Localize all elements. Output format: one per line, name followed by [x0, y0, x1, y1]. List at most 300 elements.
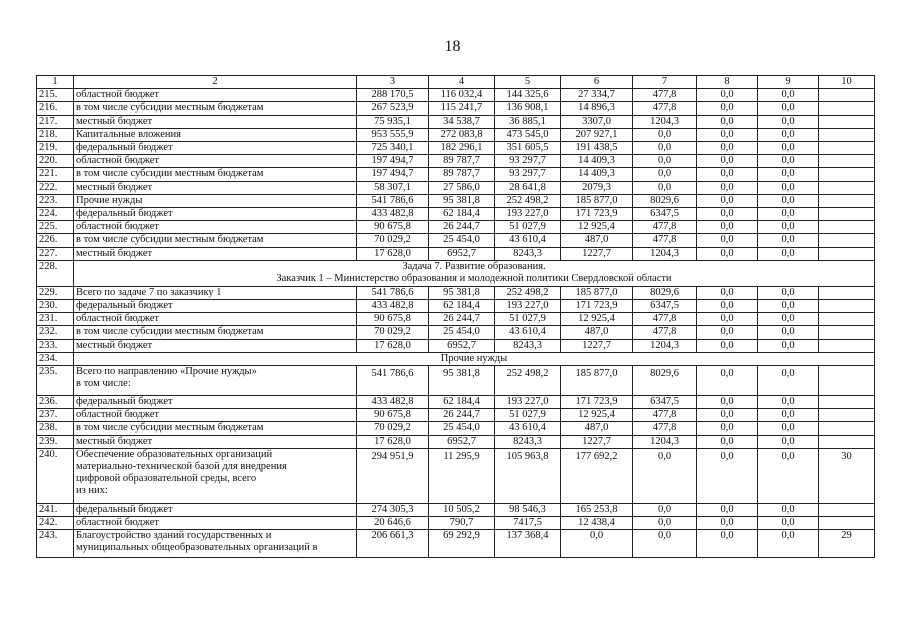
value-cell-col7: 0,0	[633, 168, 697, 181]
row-label-line: Обеспечение образовательных организаций	[76, 448, 273, 460]
row-number: 226.	[37, 234, 74, 247]
budget-table	[36, 75, 875, 558]
value-cell-col10	[819, 396, 875, 409]
value-cell-col7: 1204,3	[633, 435, 697, 448]
value-cell-col9: 0,0	[758, 208, 819, 221]
value-cell-col6: 27 334,7	[561, 89, 633, 102]
value-cell-col9: 0,0	[758, 102, 819, 115]
table-row	[37, 530, 875, 558]
row-label: федеральный бюджет	[74, 208, 357, 221]
value-cell-col5: 8243,3	[495, 435, 561, 448]
value-cell-col6: 0,0	[561, 530, 633, 558]
value-cell-col4: 116 032,4	[429, 89, 495, 102]
value-cell-col8: 0,0	[697, 326, 758, 339]
row-label: Прочие нужды	[74, 194, 357, 207]
value-cell-col5: 137 368,4	[495, 530, 561, 558]
value-cell-col3: 197 494,7	[357, 155, 429, 168]
value-cell-col4: 6952,7	[429, 339, 495, 352]
value-cell-col7: 0,0	[633, 155, 697, 168]
value-cell-col6: 185 877,0	[561, 194, 633, 207]
row-number: 216.	[37, 102, 74, 115]
table-row	[37, 128, 875, 141]
value-cell-col8: 0,0	[697, 409, 758, 422]
value-cell-col5: 28 641,8	[495, 181, 561, 194]
value-cell-col3: 70 029,2	[357, 422, 429, 435]
value-cell-col6: 1227,7	[561, 339, 633, 352]
value-cell-col9: 0,0	[758, 221, 819, 234]
value-cell-col4: 69 292,9	[429, 530, 495, 558]
row-number: 218.	[37, 128, 74, 141]
value-cell-col4: 95 381,8	[429, 286, 495, 299]
value-cell-col8: 0,0	[697, 339, 758, 352]
table-row	[37, 155, 875, 168]
value-cell-col5: 193 227,0	[495, 300, 561, 313]
value-cell-col8: 0,0	[697, 247, 758, 260]
value-cell-col10	[819, 409, 875, 422]
value-cell-col7: 477,8	[633, 409, 697, 422]
value-cell-col9: 0,0	[758, 366, 819, 396]
value-cell-col7: 477,8	[633, 102, 697, 115]
value-cell-col10: 30	[819, 448, 875, 503]
value-cell-col8: 0,0	[697, 503, 758, 516]
row-number: 243.	[37, 530, 74, 558]
row-number: 238.	[37, 422, 74, 435]
value-cell-col8: 0,0	[697, 155, 758, 168]
value-cell-col7: 8029,6	[633, 194, 697, 207]
value-cell-col4: 6952,7	[429, 247, 495, 260]
row-number: 240.	[37, 448, 74, 503]
value-cell-col6: 185 877,0	[561, 286, 633, 299]
value-cell-col10	[819, 208, 875, 221]
row-label: федеральный бюджет	[74, 142, 357, 155]
row-number: 233.	[37, 339, 74, 352]
value-cell-col4: 26 244,7	[429, 313, 495, 326]
value-cell-col5: 193 227,0	[495, 396, 561, 409]
value-cell-col8: 0,0	[697, 313, 758, 326]
value-cell-col4: 62 184,4	[429, 396, 495, 409]
table-row	[37, 517, 875, 530]
value-cell-col10	[819, 313, 875, 326]
value-cell-col5: 51 027,9	[495, 409, 561, 422]
table-row	[37, 448, 875, 503]
row-number: 221.	[37, 168, 74, 181]
table-header-row	[37, 76, 875, 89]
value-cell-col8: 0,0	[697, 102, 758, 115]
value-cell-col6: 487,0	[561, 326, 633, 339]
value-cell-col3: 70 029,2	[357, 326, 429, 339]
value-cell-col3: 267 523,9	[357, 102, 429, 115]
value-cell-col3: 17 628,0	[357, 339, 429, 352]
row-number: 237.	[37, 409, 74, 422]
value-cell-col8: 0,0	[697, 89, 758, 102]
value-cell-col9: 0,0	[758, 115, 819, 128]
value-cell-col10	[819, 503, 875, 516]
value-cell-col9: 0,0	[758, 396, 819, 409]
value-cell-col5: 51 027,9	[495, 313, 561, 326]
value-cell-col10	[819, 142, 875, 155]
column-header-2: 2	[74, 76, 357, 89]
value-cell-col7: 8029,6	[633, 286, 697, 299]
value-cell-col9: 0,0	[758, 142, 819, 155]
value-cell-col7: 0,0	[633, 181, 697, 194]
table-row	[37, 435, 875, 448]
row-label-line: Благоустройство зданий государственных и	[76, 530, 272, 542]
value-cell-col7: 1204,3	[633, 339, 697, 352]
row-number: 228.	[37, 260, 74, 286]
value-cell-col3: 58 307,1	[357, 181, 429, 194]
value-cell-col7: 1204,3	[633, 115, 697, 128]
row-label: в том числе субсидии местным бюджетам	[74, 102, 357, 115]
value-cell-col4: 11 295,9	[429, 448, 495, 503]
value-cell-col8: 0,0	[697, 142, 758, 155]
value-cell-col8: 0,0	[697, 435, 758, 448]
value-cell-col6: 12 925,4	[561, 409, 633, 422]
row-number: 235.	[37, 366, 74, 396]
row-label: Капитальные вложения	[74, 128, 357, 141]
table-row	[37, 102, 875, 115]
row-label: областной бюджет	[74, 517, 357, 530]
row-number: 242.	[37, 517, 74, 530]
value-cell-col5: 36 885,1	[495, 115, 561, 128]
row-label: федеральный бюджет	[74, 396, 357, 409]
value-cell-col9: 0,0	[758, 448, 819, 503]
value-cell-col7: 0,0	[633, 448, 697, 503]
subsection-title-row	[37, 352, 875, 365]
value-cell-col6: 487,0	[561, 234, 633, 247]
value-cell-col5: 43 610,4	[495, 326, 561, 339]
value-cell-col7: 6347,5	[633, 396, 697, 409]
value-cell-col9: 0,0	[758, 503, 819, 516]
value-cell-col6: 165 253,8	[561, 503, 633, 516]
value-cell-col6: 14 896,3	[561, 102, 633, 115]
value-cell-col8: 0,0	[697, 181, 758, 194]
value-cell-col6: 185 877,0	[561, 366, 633, 396]
value-cell-col10	[819, 339, 875, 352]
table-row	[37, 286, 875, 299]
table-row	[37, 181, 875, 194]
value-cell-col8: 0,0	[697, 208, 758, 221]
value-cell-col8: 0,0	[697, 300, 758, 313]
value-cell-col10	[819, 168, 875, 181]
row-label-line: Всего по направлению «Прочие нужды»	[76, 366, 257, 378]
value-cell-col8: 0,0	[697, 517, 758, 530]
value-cell-col6: 12 438,4	[561, 517, 633, 530]
value-cell-col4: 95 381,8	[429, 194, 495, 207]
value-cell-col4: 6952,7	[429, 435, 495, 448]
value-cell-col4: 25 454,0	[429, 422, 495, 435]
value-cell-col5: 473 545,0	[495, 128, 561, 141]
value-cell-col7: 0,0	[633, 128, 697, 141]
value-cell-col8: 0,0	[697, 194, 758, 207]
value-cell-col4: 25 454,0	[429, 234, 495, 247]
value-cell-col7: 6347,5	[633, 208, 697, 221]
value-cell-col5: 98 546,3	[495, 503, 561, 516]
column-header-8: 8	[697, 76, 758, 89]
table-row	[37, 208, 875, 221]
row-number: 220.	[37, 155, 74, 168]
value-cell-col4: 790,7	[429, 517, 495, 530]
value-cell-col10	[819, 234, 875, 247]
value-cell-col10	[819, 286, 875, 299]
column-header-1: 1	[37, 76, 74, 89]
row-label-line: муниципальных общеобразовательных организаций в	[76, 542, 318, 554]
column-header-5: 5	[495, 76, 561, 89]
value-cell-col4: 182 296,1	[429, 142, 495, 155]
table-row	[37, 300, 875, 313]
value-cell-col10	[819, 155, 875, 168]
value-cell-col9: 0,0	[758, 194, 819, 207]
value-cell-col4: 26 244,7	[429, 221, 495, 234]
value-cell-col3: 541 786,6	[357, 366, 429, 396]
value-cell-col3: 17 628,0	[357, 247, 429, 260]
value-cell-col6: 1227,7	[561, 247, 633, 260]
value-cell-col6: 14 409,3	[561, 168, 633, 181]
row-label: областной бюджет	[74, 313, 357, 326]
value-cell-col3: 17 628,0	[357, 435, 429, 448]
row-number: 227.	[37, 247, 74, 260]
value-cell-col7: 8029,6	[633, 366, 697, 396]
row-number: 223.	[37, 194, 74, 207]
table-row	[37, 221, 875, 234]
value-cell-col4: 25 454,0	[429, 326, 495, 339]
row-number: 230.	[37, 300, 74, 313]
table-row	[37, 339, 875, 352]
value-cell-col3: 288 170,5	[357, 89, 429, 102]
value-cell-col7: 477,8	[633, 89, 697, 102]
row-number: 232.	[37, 326, 74, 339]
value-cell-col6: 3307,0	[561, 115, 633, 128]
value-cell-col10	[819, 89, 875, 102]
value-cell-col4: 27 586,0	[429, 181, 495, 194]
value-cell-col5: 7417,5	[495, 517, 561, 530]
value-cell-col6: 12 925,4	[561, 313, 633, 326]
value-cell-col7: 477,8	[633, 234, 697, 247]
section-title	[74, 260, 875, 286]
value-cell-col4: 34 538,7	[429, 115, 495, 128]
table-row	[37, 234, 875, 247]
value-cell-col3: 90 675,8	[357, 221, 429, 234]
value-cell-col9: 0,0	[758, 409, 819, 422]
value-cell-col9: 0,0	[758, 155, 819, 168]
page-number: 18	[444, 38, 461, 55]
value-cell-col5: 105 963,8	[495, 448, 561, 503]
row-label: областной бюджет	[74, 89, 357, 102]
value-cell-col10	[819, 300, 875, 313]
row-label: в том числе субсидии местным бюджетам	[74, 234, 357, 247]
row-label-line: из них:	[76, 485, 108, 497]
value-cell-col3: 541 786,6	[357, 286, 429, 299]
value-cell-col5: 93 297,7	[495, 155, 561, 168]
value-cell-col8: 0,0	[697, 286, 758, 299]
value-cell-col9: 0,0	[758, 517, 819, 530]
table-row	[37, 194, 875, 207]
table-row	[37, 422, 875, 435]
row-label-line: материально-технической базой для внедрения	[76, 461, 287, 473]
value-cell-col5: 43 610,4	[495, 234, 561, 247]
row-number: 239.	[37, 435, 74, 448]
value-cell-col3: 75 935,1	[357, 115, 429, 128]
value-cell-col10	[819, 366, 875, 396]
value-cell-col7: 0,0	[633, 530, 697, 558]
value-cell-col10	[819, 181, 875, 194]
value-cell-col9: 0,0	[758, 435, 819, 448]
value-cell-col4: 62 184,4	[429, 300, 495, 313]
value-cell-col10	[819, 422, 875, 435]
row-label-line: цифровой образовательной среды, всего	[76, 473, 257, 485]
row-label: местный бюджет	[74, 247, 357, 260]
row-label	[74, 366, 357, 396]
value-cell-col6: 1227,7	[561, 435, 633, 448]
value-cell-col6: 487,0	[561, 422, 633, 435]
value-cell-col7: 1204,3	[633, 247, 697, 260]
value-cell-col4: 89 787,7	[429, 168, 495, 181]
value-cell-col3: 206 661,3	[357, 530, 429, 558]
value-cell-col10: 29	[819, 530, 875, 558]
table-row	[37, 115, 875, 128]
row-number: 236.	[37, 396, 74, 409]
value-cell-col9: 0,0	[758, 422, 819, 435]
row-number: 215.	[37, 89, 74, 102]
row-number: 234.	[37, 352, 74, 365]
value-cell-col4: 62 184,4	[429, 208, 495, 221]
row-number: 224.	[37, 208, 74, 221]
value-cell-col3: 70 029,2	[357, 234, 429, 247]
value-cell-col5: 144 325,6	[495, 89, 561, 102]
value-cell-col3: 20 646,6	[357, 517, 429, 530]
value-cell-col6: 207 927,1	[561, 128, 633, 141]
row-label: областной бюджет	[74, 155, 357, 168]
row-label	[74, 448, 357, 503]
value-cell-col4: 95 381,8	[429, 366, 495, 396]
value-cell-col10	[819, 194, 875, 207]
row-label	[74, 530, 357, 558]
table-row	[37, 89, 875, 102]
value-cell-col7: 477,8	[633, 326, 697, 339]
row-label: федеральный бюджет	[74, 503, 357, 516]
subsection-title: Прочие нужды	[74, 352, 875, 365]
value-cell-col5: 351 605,5	[495, 142, 561, 155]
value-cell-col5: 51 027,9	[495, 221, 561, 234]
column-header-4: 4	[429, 76, 495, 89]
value-cell-col10	[819, 517, 875, 530]
value-cell-col5: 252 498,2	[495, 194, 561, 207]
column-header-10: 10	[819, 76, 875, 89]
row-label: местный бюджет	[74, 181, 357, 194]
value-cell-col6: 171 723,9	[561, 208, 633, 221]
value-cell-col9: 0,0	[758, 168, 819, 181]
value-cell-col7: 0,0	[633, 517, 697, 530]
value-cell-col6: 177 692,2	[561, 448, 633, 503]
value-cell-col4: 115 241,7	[429, 102, 495, 115]
value-cell-col7: 0,0	[633, 503, 697, 516]
value-cell-col8: 0,0	[697, 366, 758, 396]
value-cell-col6: 171 723,9	[561, 300, 633, 313]
value-cell-col9: 0,0	[758, 339, 819, 352]
value-cell-col3: 541 786,6	[357, 194, 429, 207]
task-title: Задача 7. Развитие образования.	[402, 260, 546, 272]
column-header-6: 6	[561, 76, 633, 89]
value-cell-col8: 0,0	[697, 115, 758, 128]
value-cell-col6: 191 438,5	[561, 142, 633, 155]
row-label: Всего по задаче 7 по заказчику 1	[74, 286, 357, 299]
table-row	[37, 313, 875, 326]
table-row	[37, 503, 875, 516]
row-label: в том числе субсидии местным бюджетам	[74, 326, 357, 339]
row-number: 219.	[37, 142, 74, 155]
row-number: 222.	[37, 181, 74, 194]
value-cell-col9: 0,0	[758, 326, 819, 339]
customer-title: Заказчик 1 – Министерство образования и молодежной политики Свердловской области	[276, 273, 672, 285]
value-cell-col6: 14 409,3	[561, 155, 633, 168]
value-cell-col7: 477,8	[633, 221, 697, 234]
value-cell-col3: 433 482,8	[357, 396, 429, 409]
value-cell-col8: 0,0	[697, 128, 758, 141]
table-row	[37, 396, 875, 409]
row-label: местный бюджет	[74, 115, 357, 128]
value-cell-col6: 12 925,4	[561, 221, 633, 234]
value-cell-col8: 0,0	[697, 448, 758, 503]
table-row	[37, 326, 875, 339]
table-row	[37, 168, 875, 181]
value-cell-col8: 0,0	[697, 530, 758, 558]
value-cell-col3: 294 951,9	[357, 448, 429, 503]
value-cell-col5: 8243,3	[495, 339, 561, 352]
row-label: в том числе субсидии местным бюджетам	[74, 422, 357, 435]
value-cell-col3: 274 305,3	[357, 503, 429, 516]
row-number: 241.	[37, 503, 74, 516]
value-cell-col10	[819, 115, 875, 128]
value-cell-col7: 6347,5	[633, 300, 697, 313]
table-row	[37, 247, 875, 260]
value-cell-col3: 90 675,8	[357, 313, 429, 326]
table-row	[37, 366, 875, 396]
column-header-7: 7	[633, 76, 697, 89]
row-label: федеральный бюджет	[74, 300, 357, 313]
value-cell-col8: 0,0	[697, 396, 758, 409]
row-number: 217.	[37, 115, 74, 128]
value-cell-col3: 433 482,8	[357, 300, 429, 313]
value-cell-col5: 93 297,7	[495, 168, 561, 181]
row-number: 231.	[37, 313, 74, 326]
column-header-9: 9	[758, 76, 819, 89]
value-cell-col10	[819, 102, 875, 115]
value-cell-col8: 0,0	[697, 422, 758, 435]
value-cell-col3: 953 555,9	[357, 128, 429, 141]
table-row	[37, 409, 875, 422]
value-cell-col5: 252 498,2	[495, 286, 561, 299]
value-cell-col3: 197 494,7	[357, 168, 429, 181]
value-cell-col10	[819, 326, 875, 339]
value-cell-col5: 193 227,0	[495, 208, 561, 221]
value-cell-col9: 0,0	[758, 89, 819, 102]
value-cell-col10	[819, 128, 875, 141]
column-header-3: 3	[357, 76, 429, 89]
value-cell-col5: 252 498,2	[495, 366, 561, 396]
value-cell-col10	[819, 247, 875, 260]
value-cell-col6: 2079,3	[561, 181, 633, 194]
value-cell-col8: 0,0	[697, 234, 758, 247]
value-cell-col5: 43 610,4	[495, 422, 561, 435]
value-cell-col5: 8243,3	[495, 247, 561, 260]
value-cell-col9: 0,0	[758, 530, 819, 558]
value-cell-col9: 0,0	[758, 300, 819, 313]
table-row	[37, 142, 875, 155]
value-cell-col6: 171 723,9	[561, 396, 633, 409]
value-cell-col8: 0,0	[697, 221, 758, 234]
value-cell-col7: 0,0	[633, 142, 697, 155]
value-cell-col10	[819, 221, 875, 234]
value-cell-col4: 89 787,7	[429, 155, 495, 168]
